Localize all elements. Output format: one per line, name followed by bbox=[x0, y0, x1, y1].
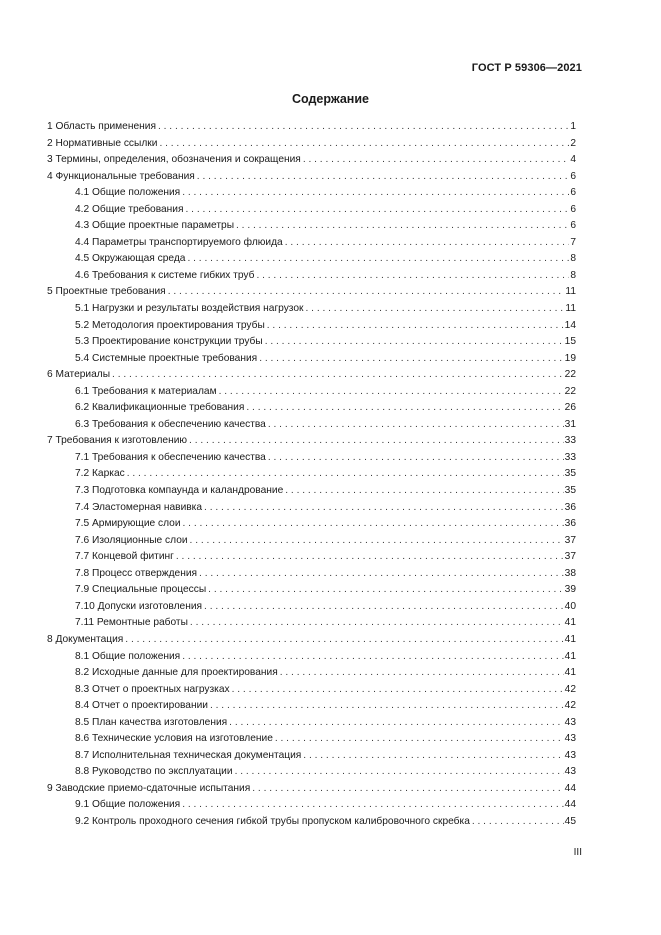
toc-entry[interactable] bbox=[47, 169, 576, 186]
toc-entry[interactable] bbox=[47, 152, 576, 169]
toc-entry-page: 37 bbox=[564, 534, 576, 546]
toc-entry[interactable] bbox=[47, 351, 576, 368]
toc-dot-leader bbox=[268, 450, 564, 467]
toc-entry-page: 6 bbox=[570, 203, 576, 215]
toc-entry-page: 36 bbox=[564, 501, 576, 513]
toc-entry[interactable] bbox=[47, 582, 576, 599]
toc-dot-leader bbox=[303, 748, 563, 765]
toc-dot-leader bbox=[182, 797, 563, 814]
toc-entry[interactable] bbox=[47, 731, 576, 748]
toc-entry[interactable] bbox=[47, 136, 576, 153]
toc-entry-title: 7.4 Эластомерная навивка bbox=[75, 501, 203, 513]
toc-dot-leader bbox=[186, 202, 570, 219]
toc-entry[interactable] bbox=[47, 251, 576, 268]
table-of-contents bbox=[47, 119, 576, 831]
toc-entry-page: 8 bbox=[570, 253, 576, 265]
toc-entry-title: 4.6 Требования к системе гибких труб bbox=[75, 269, 255, 281]
toc-dot-leader bbox=[204, 599, 564, 616]
toc-entry-title: 8 Документация bbox=[47, 633, 124, 645]
toc-entry[interactable] bbox=[47, 483, 576, 500]
toc-entry-title: 4.4 Параметры транспортируемого флюида bbox=[75, 236, 283, 248]
toc-dot-leader bbox=[232, 682, 564, 699]
toc-entry-title: 5.4 Системные проектные требования bbox=[75, 352, 258, 364]
toc-entry[interactable] bbox=[47, 450, 576, 467]
toc-dot-leader bbox=[182, 185, 569, 202]
toc-entry[interactable] bbox=[47, 781, 576, 798]
toc-dot-leader bbox=[303, 152, 570, 169]
toc-entry-title: 8.3 Отчет о проектных нагрузках bbox=[75, 683, 230, 695]
toc-entry-title: 8.7 Исполнительная техническая документация bbox=[75, 749, 302, 761]
toc-entry-page: 44 bbox=[564, 782, 576, 794]
toc-entry-page: 37 bbox=[564, 551, 576, 563]
toc-entry[interactable] bbox=[47, 119, 576, 136]
toc-entry-title: 4.3 Общие проектные параметры bbox=[75, 220, 235, 232]
toc-entry-title: 5.1 Нагрузки и результаты воздействия нагрузок bbox=[75, 303, 304, 315]
toc-entry[interactable] bbox=[47, 301, 576, 318]
toc-entry[interactable] bbox=[47, 400, 576, 417]
toc-dot-leader bbox=[259, 351, 563, 368]
toc-entry[interactable] bbox=[47, 516, 576, 533]
toc-entry-title: 2 Нормативные ссылки bbox=[47, 137, 158, 149]
toc-dot-leader bbox=[189, 433, 564, 450]
toc-entry-title: 9 Заводские приемо-сдаточные испытания bbox=[47, 782, 251, 794]
toc-entry-page: 6 bbox=[570, 220, 576, 232]
toc-entry[interactable] bbox=[47, 235, 576, 252]
toc-entry-page: 44 bbox=[564, 799, 576, 811]
toc-entry[interactable] bbox=[47, 549, 576, 566]
toc-entry-page: 1 bbox=[570, 121, 576, 132]
toc-entry-page: 41 bbox=[564, 667, 576, 679]
toc-entry[interactable] bbox=[47, 384, 576, 401]
toc-entry[interactable] bbox=[47, 533, 576, 550]
toc-entry[interactable] bbox=[47, 649, 576, 666]
toc-entry[interactable] bbox=[47, 466, 576, 483]
toc-entry-title: 7.1 Требования к обеспечению качества bbox=[75, 451, 266, 463]
toc-entry[interactable] bbox=[47, 665, 576, 682]
toc-entry-title: 6.2 Квалификационные требования bbox=[75, 402, 245, 414]
toc-dot-leader bbox=[219, 384, 564, 401]
toc-entry[interactable] bbox=[47, 334, 576, 351]
toc-entry-title: 5 Проектные требования bbox=[47, 286, 166, 298]
toc-entry-title: 5.3 Проектирование конструкции трубы bbox=[75, 336, 263, 348]
toc-entry-page: 41 bbox=[564, 633, 576, 645]
toc-entry[interactable] bbox=[47, 698, 576, 715]
toc-entry-title: 7 Требования к изготовлению bbox=[47, 435, 188, 447]
toc-dot-leader bbox=[197, 169, 570, 186]
toc-entry-title: 3 Термины, определения, обозначения и сокращения bbox=[47, 154, 301, 166]
toc-entry-page: 45 bbox=[564, 815, 576, 827]
toc-dot-leader bbox=[246, 400, 563, 417]
toc-entry[interactable] bbox=[47, 500, 576, 517]
toc-entry[interactable] bbox=[47, 433, 576, 450]
toc-entry-title: 4.2 Общие требования bbox=[75, 203, 184, 215]
toc-dot-leader bbox=[182, 649, 563, 666]
toc-entry-page: 42 bbox=[564, 700, 576, 712]
toc-dot-leader bbox=[285, 483, 563, 500]
toc-dot-leader bbox=[472, 814, 564, 831]
toc-entry-title: 4 Функциональные требования bbox=[47, 170, 195, 182]
toc-entry[interactable] bbox=[47, 318, 576, 335]
toc-entry-page: 22 bbox=[564, 385, 576, 397]
toc-dot-leader bbox=[183, 516, 564, 533]
toc-entry-title: 8.1 Общие положения bbox=[75, 650, 181, 662]
toc-dot-leader bbox=[210, 698, 564, 715]
toc-dot-leader bbox=[112, 367, 564, 384]
toc-entry-title: 8.5 План качества изготовления bbox=[75, 716, 228, 728]
toc-entry-page: 31 bbox=[564, 418, 576, 430]
toc-entry-title: 7.6 Изоляционные слои bbox=[75, 534, 188, 546]
toc-entry-page: 11 bbox=[565, 303, 576, 315]
toc-entry-page: 26 bbox=[564, 402, 576, 414]
document-code: ГОСТ Р 59306—2021 bbox=[471, 62, 582, 74]
toc-entry-title: 6.3 Требования к обеспечению качества bbox=[75, 418, 266, 430]
toc-entry[interactable] bbox=[47, 797, 576, 814]
toc-entry-page: 43 bbox=[564, 716, 576, 728]
toc-dot-leader bbox=[176, 549, 564, 566]
toc-dot-leader bbox=[306, 301, 565, 318]
toc-entry-title: 8.2 Исходные данные для проектирования bbox=[75, 667, 278, 679]
toc-entry[interactable] bbox=[47, 764, 576, 781]
toc-entry-title: 8.6 Технические условия на изготовление bbox=[75, 733, 273, 745]
toc-dot-leader bbox=[168, 284, 565, 301]
toc-dot-leader bbox=[265, 334, 564, 351]
toc-entry-page: 15 bbox=[564, 336, 576, 348]
toc-title: Содержание bbox=[291, 92, 369, 106]
toc-entry-page: 35 bbox=[564, 485, 576, 497]
toc-entry[interactable] bbox=[47, 417, 576, 434]
toc-entry[interactable] bbox=[47, 566, 576, 583]
toc-dot-leader bbox=[252, 781, 563, 798]
toc-entry-title: 7.9 Специальные процессы bbox=[75, 584, 207, 596]
toc-dot-leader bbox=[236, 218, 569, 235]
toc-entry-page: 38 bbox=[564, 567, 576, 579]
toc-entry[interactable] bbox=[47, 218, 576, 235]
toc-entry-page: 43 bbox=[564, 766, 576, 778]
toc-entry-page: 7 bbox=[570, 236, 576, 248]
footer-page-number: III bbox=[573, 847, 582, 858]
toc-dot-leader bbox=[268, 417, 564, 434]
toc-entry-page: 6 bbox=[570, 170, 576, 182]
toc-dot-leader bbox=[275, 731, 564, 748]
toc-dot-leader bbox=[280, 665, 564, 682]
toc-entry-title: 9.2 Контроль проходного сечения гибкой трубы пропуском калибровочного скребка bbox=[75, 815, 470, 827]
toc-entry-page: 4 bbox=[570, 154, 576, 166]
toc-entry[interactable] bbox=[47, 682, 576, 699]
toc-dot-leader bbox=[204, 500, 564, 517]
toc-entry[interactable] bbox=[47, 632, 576, 649]
toc-entry[interactable] bbox=[47, 615, 576, 632]
toc-entry-page: 35 bbox=[564, 468, 576, 480]
toc-dot-leader bbox=[159, 136, 569, 153]
toc-dot-leader bbox=[285, 235, 570, 252]
toc-entry-title: 8.4 Отчет о проектировании bbox=[75, 700, 208, 712]
toc-entry-title: 4.1 Общие положения bbox=[75, 187, 181, 199]
toc-entry-title: 7.3 Подготовка компаунда и каландрование bbox=[75, 485, 284, 497]
toc-entry-title: 7.8 Процесс отверждения bbox=[75, 567, 198, 579]
toc-entry-title: 4.5 Окружающая среда bbox=[75, 253, 186, 265]
toc-entry-title: 6 Материалы bbox=[47, 369, 111, 381]
toc-entry-title: 1 Область применения bbox=[47, 121, 156, 132]
toc-entry-page: 14 bbox=[564, 319, 576, 331]
toc-entry-page: 6 bbox=[570, 187, 576, 199]
toc-entry-title: 9.1 Общие положения bbox=[75, 799, 181, 811]
toc-entry-page: 22 bbox=[564, 369, 576, 381]
toc-entry-title: 7.10 Допуски изготовления bbox=[75, 600, 203, 612]
toc-entry-page: 41 bbox=[564, 617, 576, 629]
toc-entry[interactable] bbox=[47, 715, 576, 732]
toc-entry-title: 5.2 Методология проектирования трубы bbox=[75, 319, 265, 331]
toc-entry-title: 7.2 Каркас bbox=[75, 468, 125, 480]
toc-entry-page: 33 bbox=[564, 451, 576, 463]
toc-dot-leader bbox=[256, 268, 569, 285]
toc-entry[interactable] bbox=[47, 367, 576, 384]
toc-entry-page: 8 bbox=[570, 269, 576, 281]
toc-dot-leader bbox=[158, 119, 569, 136]
toc-dot-leader bbox=[199, 566, 564, 583]
toc-entry[interactable] bbox=[47, 748, 576, 765]
toc-entry-page: 43 bbox=[564, 749, 576, 761]
toc-entry[interactable] bbox=[47, 814, 576, 831]
toc-dot-leader bbox=[190, 533, 564, 550]
toc-entry-page: 2 bbox=[570, 137, 576, 149]
toc-entry[interactable] bbox=[47, 202, 576, 219]
toc-entry-page: 41 bbox=[564, 650, 576, 662]
toc-dot-leader bbox=[190, 615, 564, 632]
toc-entry-page: 42 bbox=[564, 683, 576, 695]
toc-dot-leader bbox=[235, 764, 564, 781]
toc-entry-page: 43 bbox=[564, 733, 576, 745]
toc-dot-leader bbox=[187, 251, 569, 268]
toc-dot-leader bbox=[125, 632, 563, 649]
toc-entry[interactable] bbox=[47, 284, 576, 301]
toc-entry[interactable] bbox=[47, 185, 576, 202]
toc-entry-title: 7.5 Армирующие слои bbox=[75, 518, 181, 530]
toc-entry-page: 11 bbox=[565, 286, 576, 298]
toc-entry-title: 7.11 Ремонтные работы bbox=[75, 617, 188, 629]
toc-entry-title: 6.1 Требования к материалам bbox=[75, 385, 217, 397]
toc-dot-leader bbox=[229, 715, 563, 732]
toc-entry-title: 8.8 Руководство по эксплуатации bbox=[75, 766, 233, 778]
toc-entry[interactable] bbox=[47, 268, 576, 285]
toc-entry[interactable] bbox=[47, 599, 576, 616]
toc-entry-page: 19 bbox=[564, 352, 576, 364]
toc-dot-leader bbox=[267, 318, 564, 335]
toc-entry-page: 36 bbox=[564, 518, 576, 530]
toc-dot-leader bbox=[208, 582, 563, 599]
toc-entry-page: 40 bbox=[564, 600, 576, 612]
toc-dot-leader bbox=[127, 466, 564, 483]
toc-entry-page: 33 bbox=[564, 435, 576, 447]
toc-entry-page: 39 bbox=[564, 584, 576, 596]
toc-entry-title: 7.7 Концевой фитинг bbox=[75, 551, 174, 563]
